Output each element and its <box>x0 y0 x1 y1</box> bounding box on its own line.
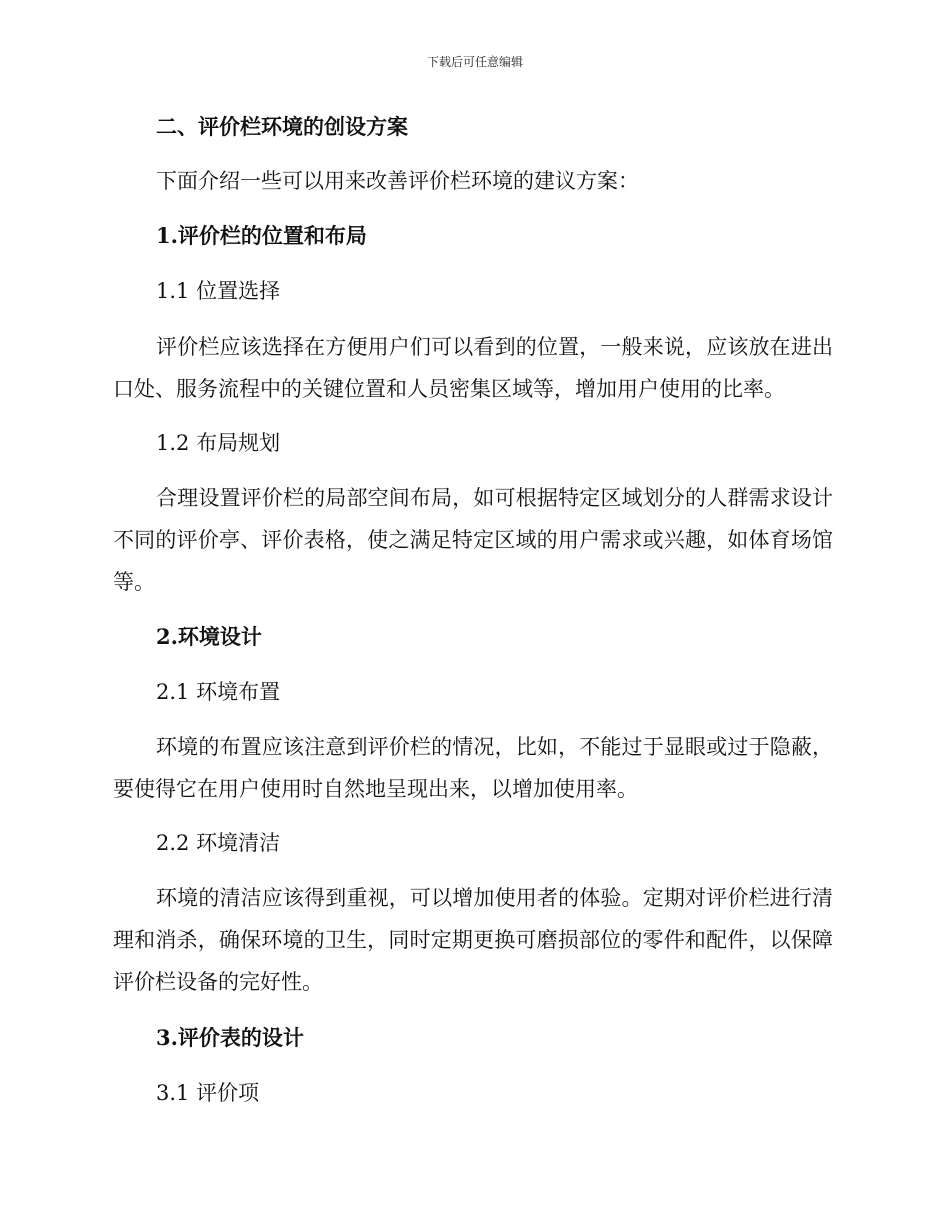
paragraph-1-2: 合理设置评价栏的局部空间布局，如可根据特定区域划分的人群需求设计不同的评价亭、评价表格，使之满足特定区域的用户需求或兴趣，如体育场馆等。 <box>113 486 833 594</box>
subheading-1-1: 1.1 位置选择 <box>156 279 281 303</box>
subheading-2-2: 2.2 环境清洁 <box>156 831 281 855</box>
subheading-2-1: 2.1 环境布置 <box>156 680 281 704</box>
paragraph-2-1: 环境的布置应该注意到评价栏的情况，比如，不能过于显眼或过于隐蔽，要使得它在用户使用时自然地呈现出来，以增加使用率。 <box>113 735 833 801</box>
paragraph-2-2: 环境的清洁应该得到重视，可以增加使用者的体验。定期对评价栏进行清理和消杀，确保环境的卫生，同时定期更换可磨损部位的零件和配件，以保障评价栏设备的完好性。 <box>113 886 833 994</box>
page-header: 下载后可任意编辑 <box>426 55 523 69</box>
paragraph-1-1: 评价栏应该选择在方便用户们可以看到的位置，一般来说，应该放在进出口处、服务流程中的关键位置和人员密集区域等，增加用户使用的比率。 <box>113 335 833 401</box>
subheading-1-2: 1.2 布局规划 <box>156 431 281 455</box>
intro-text: 下面介绍一些可以用来改善评价栏环境的建议方案： <box>156 169 639 193</box>
section-title: 二、评价栏环境的创设方案 <box>156 114 408 139</box>
heading-2: 2.环境设计 <box>156 624 262 649</box>
heading-3: 3.评价表的设计 <box>156 1025 304 1050</box>
subheading-3-1: 3.1 评价项 <box>156 1081 260 1105</box>
heading-1: 1.评价栏的位置和布局 <box>156 223 367 248</box>
